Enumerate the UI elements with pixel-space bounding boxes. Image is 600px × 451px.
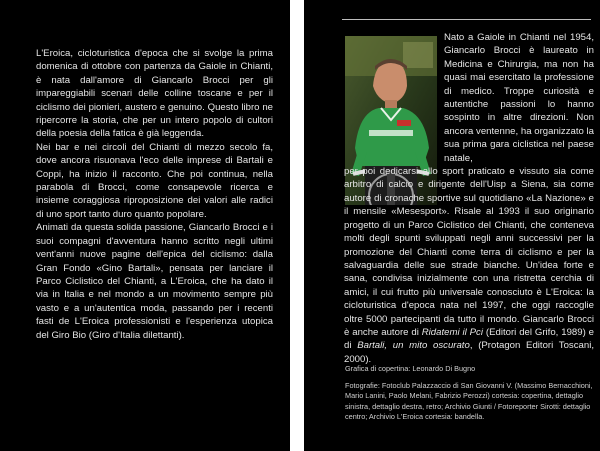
cover-credit: Grafica di copertina: Leonardo Di Bugno	[345, 364, 476, 373]
spine-gutter	[290, 0, 304, 451]
book-publisher-1: (Editori del Grifo, 1989) e di	[344, 326, 595, 352]
book-publisher-2: (Protagon Editori Toscani, 2000).	[344, 340, 594, 365]
left-paragraph-3: Animati da questa solida passione, Giancarlo Brocci e i suoi compagni d'avventura hanno scritto negli ultimi vent'anni nuove pagine dell'epica del ciclismo: dalla Gran Fondo «Gino Bartali», pensata per lanciare il Parco Ciclistico del Chianti, a L'Eroica, che ha dato il via in Italia e nel mondo a un movimento sempre più vasto e a un'autentica moda, passando per i recenti fasti de L'Eroica professionisti e l'esperienza utopica del Giro Bio (Giro d'Italia dilettanti).	[36, 222, 273, 341]
left-paragraph-1: L'Eroica, cicloturistica d'epoca che si svolge la prima domenica di ottobre con partenza da Gaiole in Chianti, è nata dall'amore di Giancarlo Brocci per gli impareggiabili scenari delle colline toscane e per il ciclismo dei pionieri, austero e genuino. Questo libro ne ripercorre la storia, che per un intero popolo di cultori della poesia della fatica è già leggenda.	[36, 48, 273, 140]
left-blurb	[36, 47, 273, 342]
left-paragraph-2: Nei bar e nei circoli del Chianti di mezzo secolo fa, dove ancora risuonava l'eco delle imprese di Bartali e Coppi, ha inizio il racconto. Che poi continua, nella parabola di Brocci, come consapevole ricerca e insieme coraggiosa riproposizione dei valori alle radici di uno sport tanto duro quanto popolare.	[36, 141, 273, 220]
book-title-1: Ridatemi il Pci	[421, 326, 483, 338]
credits	[345, 364, 595, 423]
bio-body: per poi dedicarsi allo sport praticato e vissuto sia come arbitro di calcio e dirigente dell'Uisp a Siena, sia come autore di cronache sportive sul quotidiano «La Nazione» e il mensile «Mesesport». Risale al 1993 il suo originario progetto di un Parco Ciclistico del Chianti, che conteneva molti degli spunti sviluppati negli anni successivi per la promozione del Chianti come terra di ciclismo e per la salvaguardia delle sue strade bianche. Un'idea forte e sana, condivisa inizialmente con una ristretta cerchia di amici, il cui frutto più universale conosciuto è L'Eroica: la cicloturistica d'epoca nata nel 1997, che oggi raccoglie oltre 5000 partecipanti da tutto il mondo. Giancarlo Brocci è anche autore di Ridatemi il Pci (Editori del Grifo, 1989) e di Bartali, un mito oscurato, (Protagon Editori Toscani, 2000).	[344, 166, 595, 365]
bio-head: Nato a Gaiole in Chianti nel 1954, Giancarlo Brocci è laureato in Medicina e Chirurgia, ma non ha quasi mai esercitato la professione di medico. Troppe curiosità e autentiche passioni lo hanno sospinto in altre direzioni. Non ancora ventenne, ha organizzato la sua prima gara ciclistica nel paese natale,	[444, 32, 594, 164]
author-bio	[344, 31, 594, 366]
top-rule	[342, 19, 591, 20]
left-flap	[0, 0, 290, 451]
photo-credits: Fotografie: Fotoclub Palazzaccio di San Giovanni V. (Massimo Bernacchioni, Mario Lanini, Paolo Melani, Fabrizio Perozzi) cortesia: copertina, dettaglio sinistra, dettaglio destra, retro; Archivio Giunti / Fotoreporter Sirotti: dettaglio centro; Archivio L'Eroica cortesia: bandella.	[345, 380, 593, 422]
bio-body-text: per poi dedicarsi allo sport praticato e vissuto sia come arbitro di calcio e dirigente dell'Uisp a Siena, sia come autore di cronache sportive sul quotidiano «La Nazione» e il mensile «Mesesport». Risale al 1993 il suo originario progetto di un Parco Ciclistico del Chianti, che conteneva molti degli spunti sviluppati negli anni successivi per la promozione del Chianti come terra di ciclismo e per la salvaguardia delle sue strade bianche. Un'idea forte e sana, condivisa inizialmente con una ristretta cerchia di amici, il cui frutto più universale conosciuto è L'Eroica: la cicloturistica d'epoca nata nel 1997, che oggi raccoglie oltre 5000 partecipanti da tutto il mondo. Giancarlo Brocci è anche autore di	[344, 166, 594, 338]
book-title-2: Bartali, un mito oscurato	[357, 340, 470, 352]
